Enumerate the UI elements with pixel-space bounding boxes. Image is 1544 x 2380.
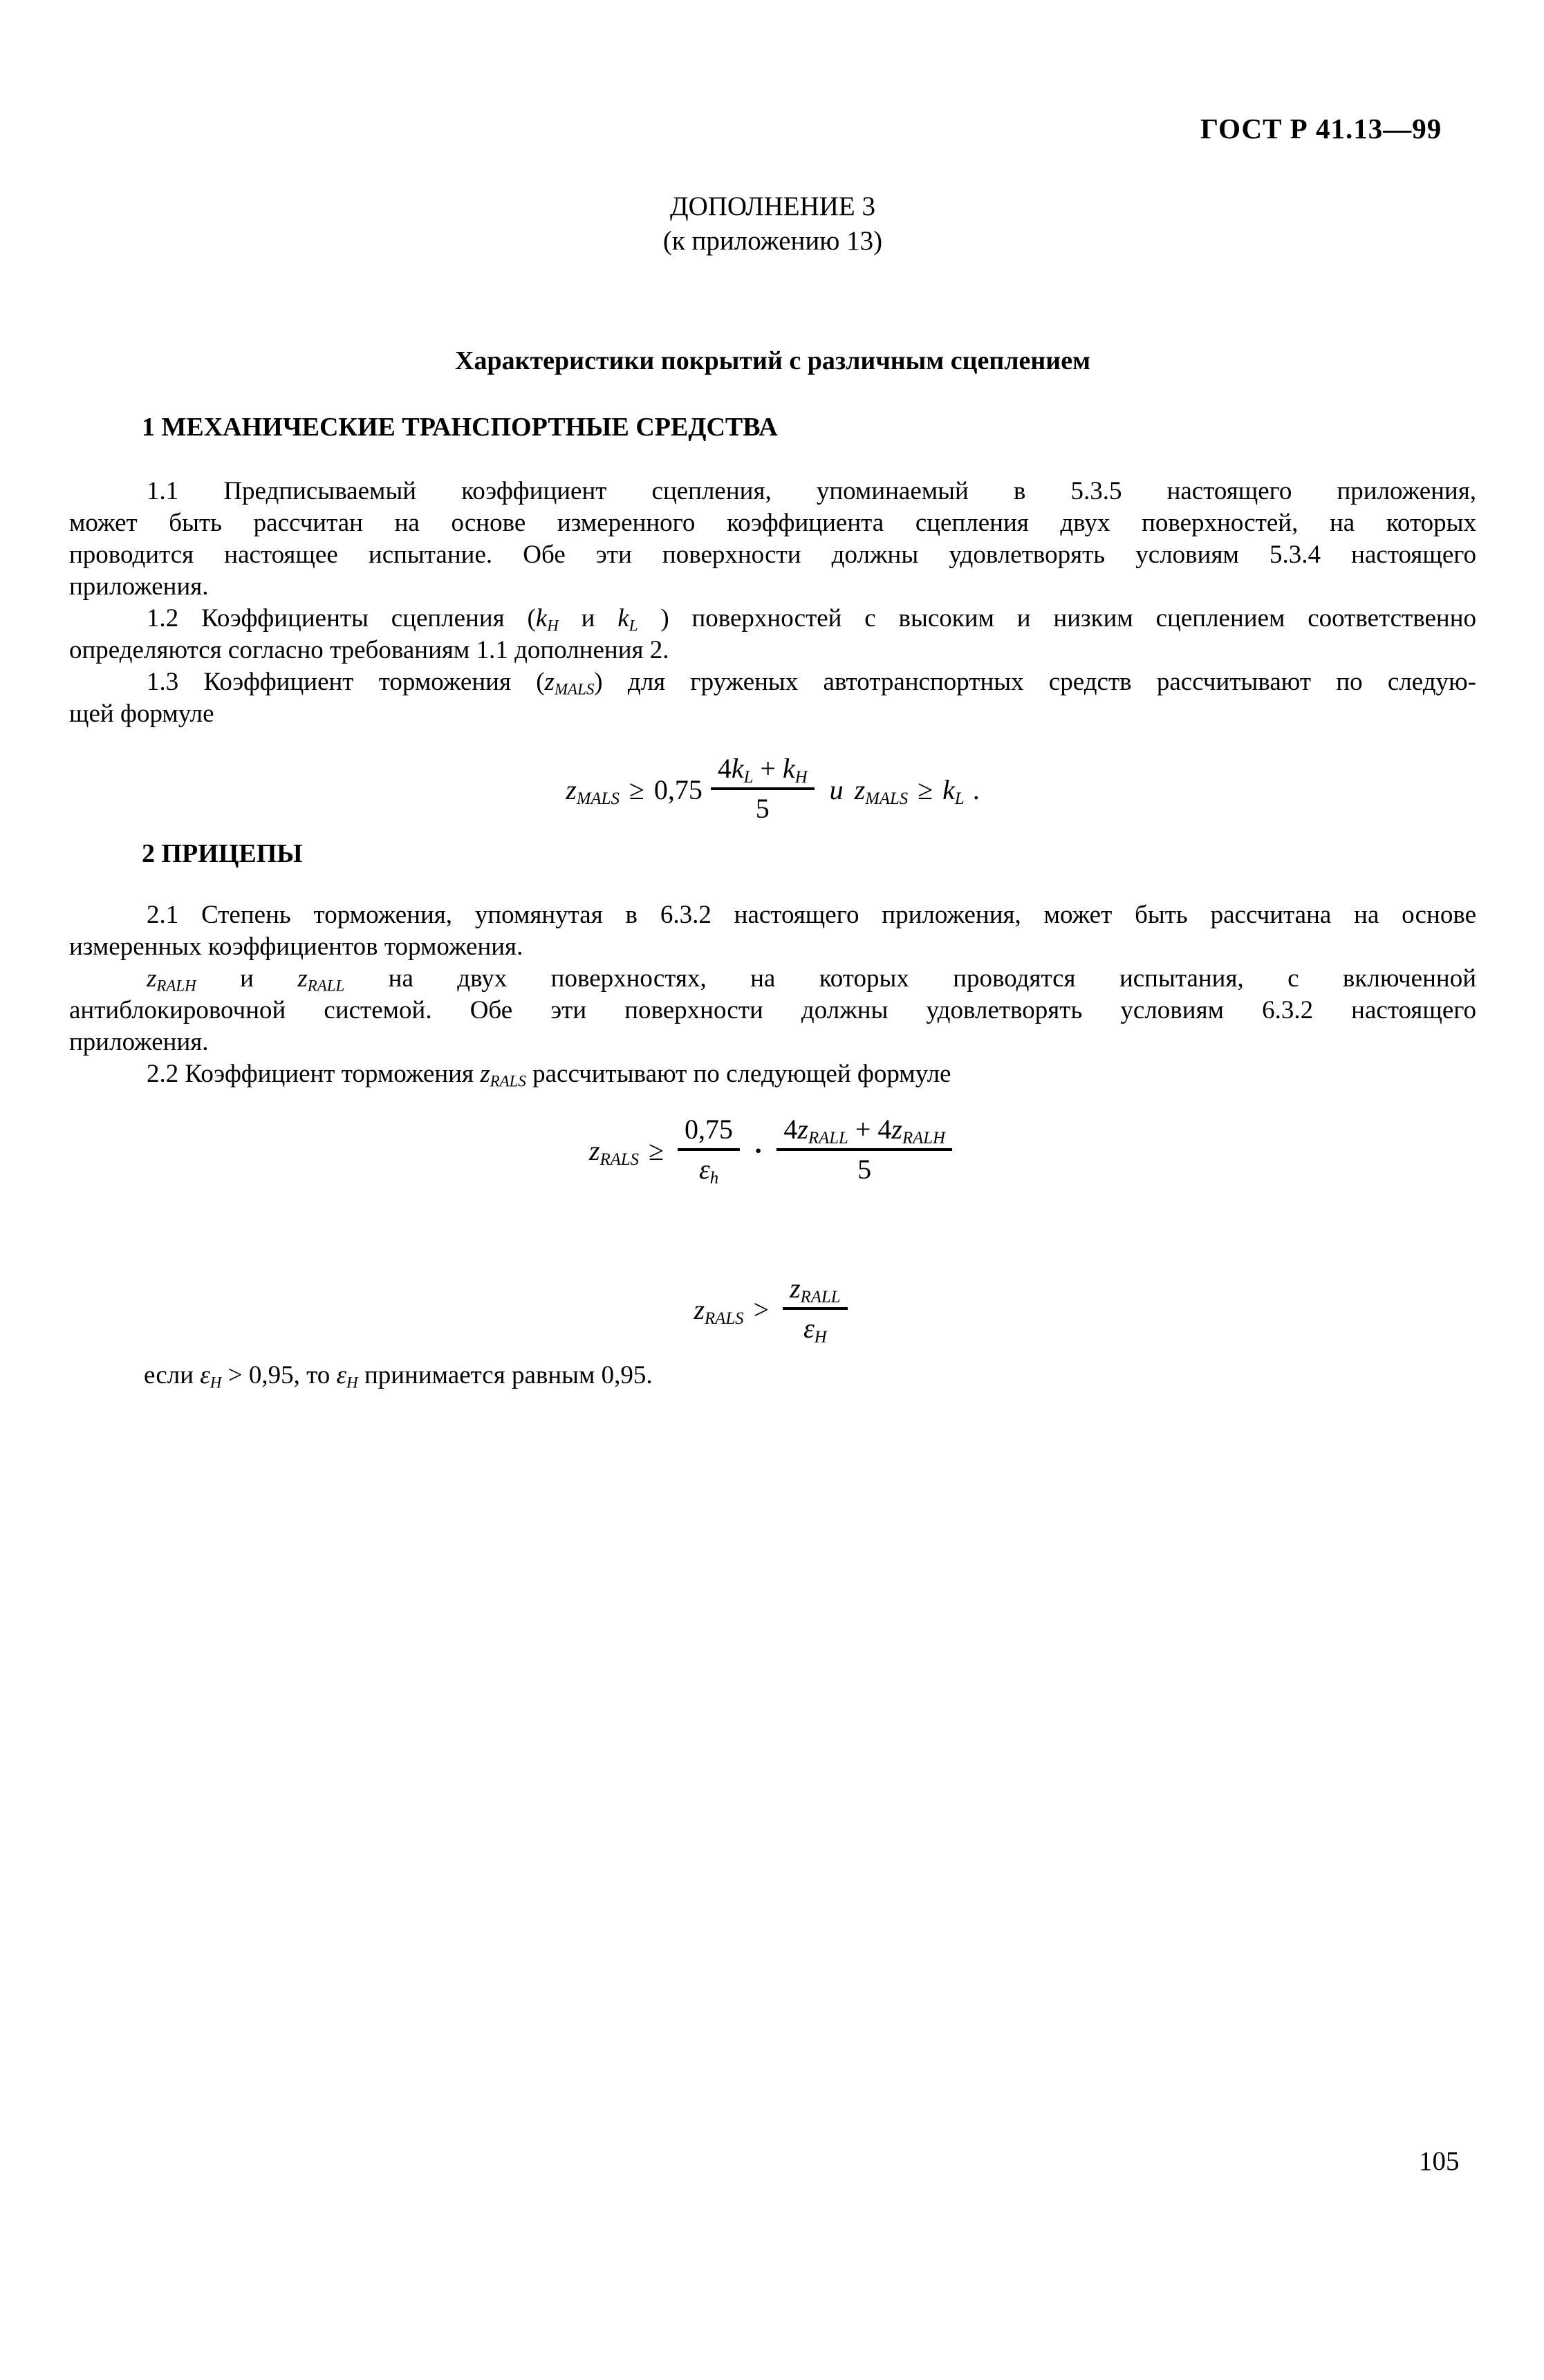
fraction-numerator: 0,75 <box>678 1114 740 1151</box>
formula-subscript: L <box>954 789 965 809</box>
multiplication-dot: · <box>754 1135 763 1167</box>
formula-z-rals <box>69 1114 1476 1189</box>
conjunction: и <box>829 774 844 806</box>
fraction <box>783 1273 847 1347</box>
relation-sign: ≥ <box>649 1135 664 1167</box>
text-line: 2.2 Коэффициент торможения $z_{RALS}$ рассчитывают по следующей формуле <box>147 1060 951 1090</box>
text-line: измеренных коэффициентов торможения. <box>69 933 523 961</box>
text-line: проводится настоящее испытание. Обе эти поверхности должны удовлетворять условиям 5.3.4 настоящего <box>69 541 1476 569</box>
formula-z-rals-condition <box>69 1273 1476 1348</box>
section-2-paragraphs <box>69 899 1476 1090</box>
fraction-denominator: 5 <box>755 793 770 824</box>
fraction-numerator: $z_{RALL}$ <box>783 1273 847 1310</box>
fraction <box>776 1114 952 1185</box>
text-line: приложения. <box>69 572 209 601</box>
supplement-subtitle: (к приложению 13) <box>662 226 883 256</box>
fraction-numerator: $4k_L + k_H$ <box>711 753 815 790</box>
formula-variable: z <box>854 774 866 806</box>
text-line: 1.1 Предписываемый коэффициент сцепления, упоминаемый в 5.3.5 настоящего приложения, <box>147 477 1476 505</box>
formula-subscript: MALS <box>865 789 909 809</box>
document-title: Характеристики покрытий с различным сцеплением <box>455 346 1090 375</box>
fraction <box>711 753 815 824</box>
text-line: 1.3 Коэффициент торможения $(z_{MALS})$ для груженых автотранспортных средств рассчитывают по следую- <box>147 668 1476 698</box>
page-number: 105 <box>1419 2146 1460 2176</box>
fraction-numerator: $4z_{RALL} + 4z_{RALH}$ <box>776 1114 952 1151</box>
text-line: щей формуле <box>69 700 214 728</box>
relation-sign: ≥ <box>918 774 933 806</box>
formula-period: . <box>972 774 980 806</box>
formula-z-mals <box>69 753 1476 828</box>
fraction-denominator: $\varepsilon_h$ <box>698 1154 719 1188</box>
relation-sign: ≥ <box>629 774 644 806</box>
fraction-denominator: $\varepsilon_H$ <box>803 1313 827 1347</box>
formula-variable: k <box>942 774 955 806</box>
text-line: $z_{RALH}$ и $z_{RALL}$ на двух поверхностях, на которых проводятся испытания, с включенной <box>147 964 1476 995</box>
section-1-heading: 1 МЕХАНИЧЕСКИЕ ТРАНСПОРТНЫЕ СРЕДСТВА <box>142 413 778 442</box>
formula-subscript: RALS <box>705 1309 744 1329</box>
formula-subscript: RALS <box>599 1150 640 1170</box>
supplement-block <box>69 189 1476 259</box>
formula-variable: z <box>694 1294 705 1326</box>
formula-variable: z <box>566 774 577 806</box>
formula-subscript: MALS <box>576 789 620 809</box>
text-line: определяются согласно требованиям 1.1 дополнения 2. <box>69 636 669 664</box>
epsilon-note: если $\varepsilon_H > 0,95$, то $\varepsilon_H$ принимается равным 0,95. <box>144 1361 653 1392</box>
text-line: 2.1 Степень торможения, упомянутая в 6.3.2 настоящего приложения, может быть рассчитана на основе <box>147 901 1476 929</box>
formula-variable: z <box>589 1135 600 1167</box>
section-1-paragraphs <box>69 476 1476 730</box>
text-line: приложения. <box>69 1028 209 1056</box>
section-2-heading: 2 ПРИЦЕПЫ <box>142 839 303 868</box>
text-line: антиблокировочной системой. Обе эти поверхности должны удовлетворять условиям 6.3.2 настоящего <box>69 996 1476 1024</box>
fraction <box>678 1114 740 1188</box>
supplement-title: ДОПОЛНЕНИЕ 3 <box>670 191 875 221</box>
fraction-denominator: 5 <box>857 1154 872 1185</box>
relation-sign: > <box>753 1294 770 1326</box>
coefficient: 0,75 <box>653 774 703 806</box>
text-line: может быть рассчитан на основе измеренного коэффициента сцепления двух поверхностей, на которых <box>69 509 1476 537</box>
standard-code-header: ГОСТ Р 41.13—99 <box>1200 113 1442 144</box>
text-line: 1.2 Коэффициенты сцепления ($k_H$ и $k_L$ ) поверхностей с высоким и низким сцеплением соответственно <box>147 604 1476 635</box>
